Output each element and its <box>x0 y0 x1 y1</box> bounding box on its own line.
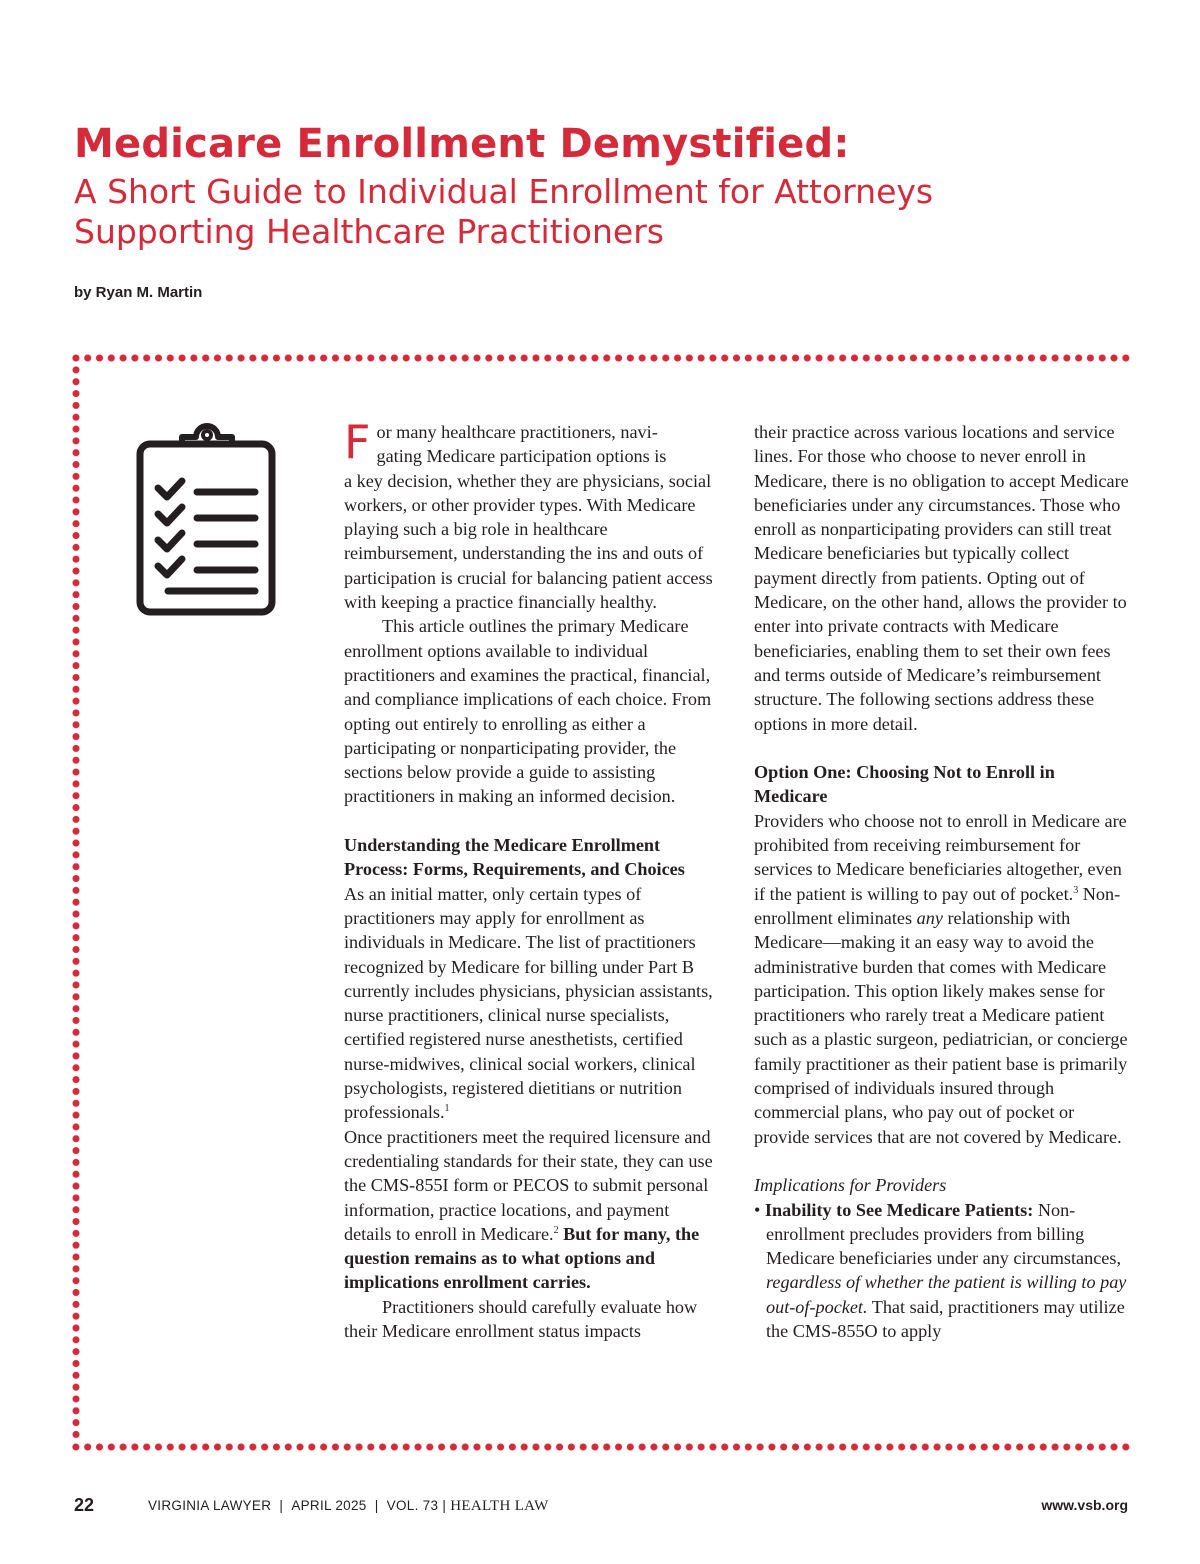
subtitle-line-2: Supporting Healthcare Practitioners <box>74 212 664 251</box>
intro-paragraph <box>344 415 718 614</box>
paragraph-non-enrollment: Providers who choose not to enroll in Medicare are prohibited from receiving reimbursement for services to Medicare beneficiaries altogether, even if the patient is willing to pay out of pocket.$^3$ Non-enrollment eliminates any relationship with Medicare—making it an easy way to avoid the administrative burden that comes with Medicare participation. This option likely makes sense for practitioners who rarely treat a Medicare patient such as a plastic surgeon, pediatrician, or concierge family practitioner as their patient base is primarily comprised of individuals insured through commercial plans, who pay out of pocket or provide services that are not covered by Medicare. <box>754 810 1128 1147</box>
subheading-implications: Implications for Providers <box>754 1175 947 1196</box>
section-name: HEALTH LAW <box>450 1498 549 1514</box>
section-heading-enrollment-process: Understanding the Medicare Enrollment Process: Forms, Requirements, and Choices <box>344 835 685 880</box>
byline: by Ryan M. Martin <box>74 284 203 301</box>
paragraph-evaluate: Practitioners should carefully evaluate how their Medicare enrollment status impacts <box>344 1296 698 1341</box>
page-number: 22 <box>74 1495 95 1515</box>
paragraph-continuation: their practice across various locations and service lines. For those who choose to never enroll in Medicare, there is no obligation to accept Medicare beneficiaries under any circumstances. Those who enroll as nonparticipating providers can still treat Medicare beneficiaries but typically collect payment directly from patients. Opting out of Medicare, on the other hand, allows the provider to enter into private contracts with Medicare beneficiaries, enabling them to set their own fees and terms outside of Medicare’s reimbursement structure. The following sections address these options in more detail. <box>754 422 1129 734</box>
emphasis-any: any <box>916 907 943 928</box>
magazine-info: VIRGINIA LAWYER | APRIL 2025 | VOL. 73 | HEALTH LAW <box>148 1498 549 1514</box>
bullet-item-inability: • Inability to See Medicare Patients: Non-enrollment precludes providers from billing Medicare beneficiaries under any circumstances, regardless of whether the patient is willing to pay out-of-pocket. That said, practitioners may utilize the CMS-855O to apply <box>754 1199 1127 1341</box>
article-header <box>74 118 1154 252</box>
website-link[interactable]: www.vsb.org <box>1041 1497 1128 1513</box>
bullet-mark: • <box>754 1199 761 1220</box>
dotted-frame-left <box>70 364 82 1441</box>
bullet-label: Inability to See Medicare Patients: <box>764 1199 1034 1220</box>
footnote-ref-1[interactable]: 1 <box>444 1103 450 1115</box>
article-column-2 <box>754 420 1129 1343</box>
paragraph-eligible-practitioners: As an initial matter, only certain types of practitioners may apply for enrollment as individuals in Medicare. The list of practitioners recognized by Medicare for billing under Part B currently includes physicians, physician assistants, nurse practitioners, clinical nurse specialists, certified registered nurse anesthetists, certified nurse-midwives, clinical social workers, clinical psychologists, registered dietitians or nutrition professionals.$^1$ <box>344 883 713 1123</box>
intro-rest: a key decision, whether they are physicians, social workers, or other provider types. With Medicare playing such a big role in healthcare reimbursement, understanding the ins and outs of participation is crucial for balancing patient access with keeping a practice financially healthy. <box>344 470 713 613</box>
article-column-1 <box>344 415 718 1343</box>
footnote-ref-2[interactable]: 2 <box>553 1224 559 1236</box>
footnote-ref-3[interactable]: 3 <box>1073 884 1079 896</box>
subtitle-line-1: A Short Guide to Individual Enrollment for Attorneys <box>74 172 934 211</box>
section-heading-option-one: Option One: Choosing Not to Enroll in Medicare <box>754 762 1055 807</box>
intro-line-2: gating Medicare participation options is <box>376 446 667 467</box>
drop-cap: F <box>344 415 371 469</box>
article-subtitle <box>74 172 1154 252</box>
dotted-frame-top <box>70 352 1132 364</box>
bold-question: But for many, the question remains as to what options and implications enrollment carries. <box>344 1223 700 1293</box>
intro-line-1: or many healthcare practitioners, navi- <box>376 422 658 442</box>
dotted-frame-bottom <box>70 1441 1132 1453</box>
paragraph-overview: This article outlines the primary Medicare enrollment options available to individual practitioners and examines the practical, financial, and compliance implications of each choice. From opting out entirely to enrolling as either a participating or nonparticipating provider, the sections below provide a guide to assisting practitioners in making an informed decision. <box>344 616 712 807</box>
paragraph-enroll-forms: Once practitioners meet the required licensure and credentialing standards for their state, they can use the CMS-855I form or PECOS to submit personal information, practice locations, and payment details to enroll in Medicare.$^2$ But for many, the question remains as to what options and implications enrollment carries. <box>344 1126 713 1293</box>
article-title: Medicare Enrollment Demystified: <box>74 121 850 167</box>
clipboard-checklist-icon <box>130 418 280 618</box>
